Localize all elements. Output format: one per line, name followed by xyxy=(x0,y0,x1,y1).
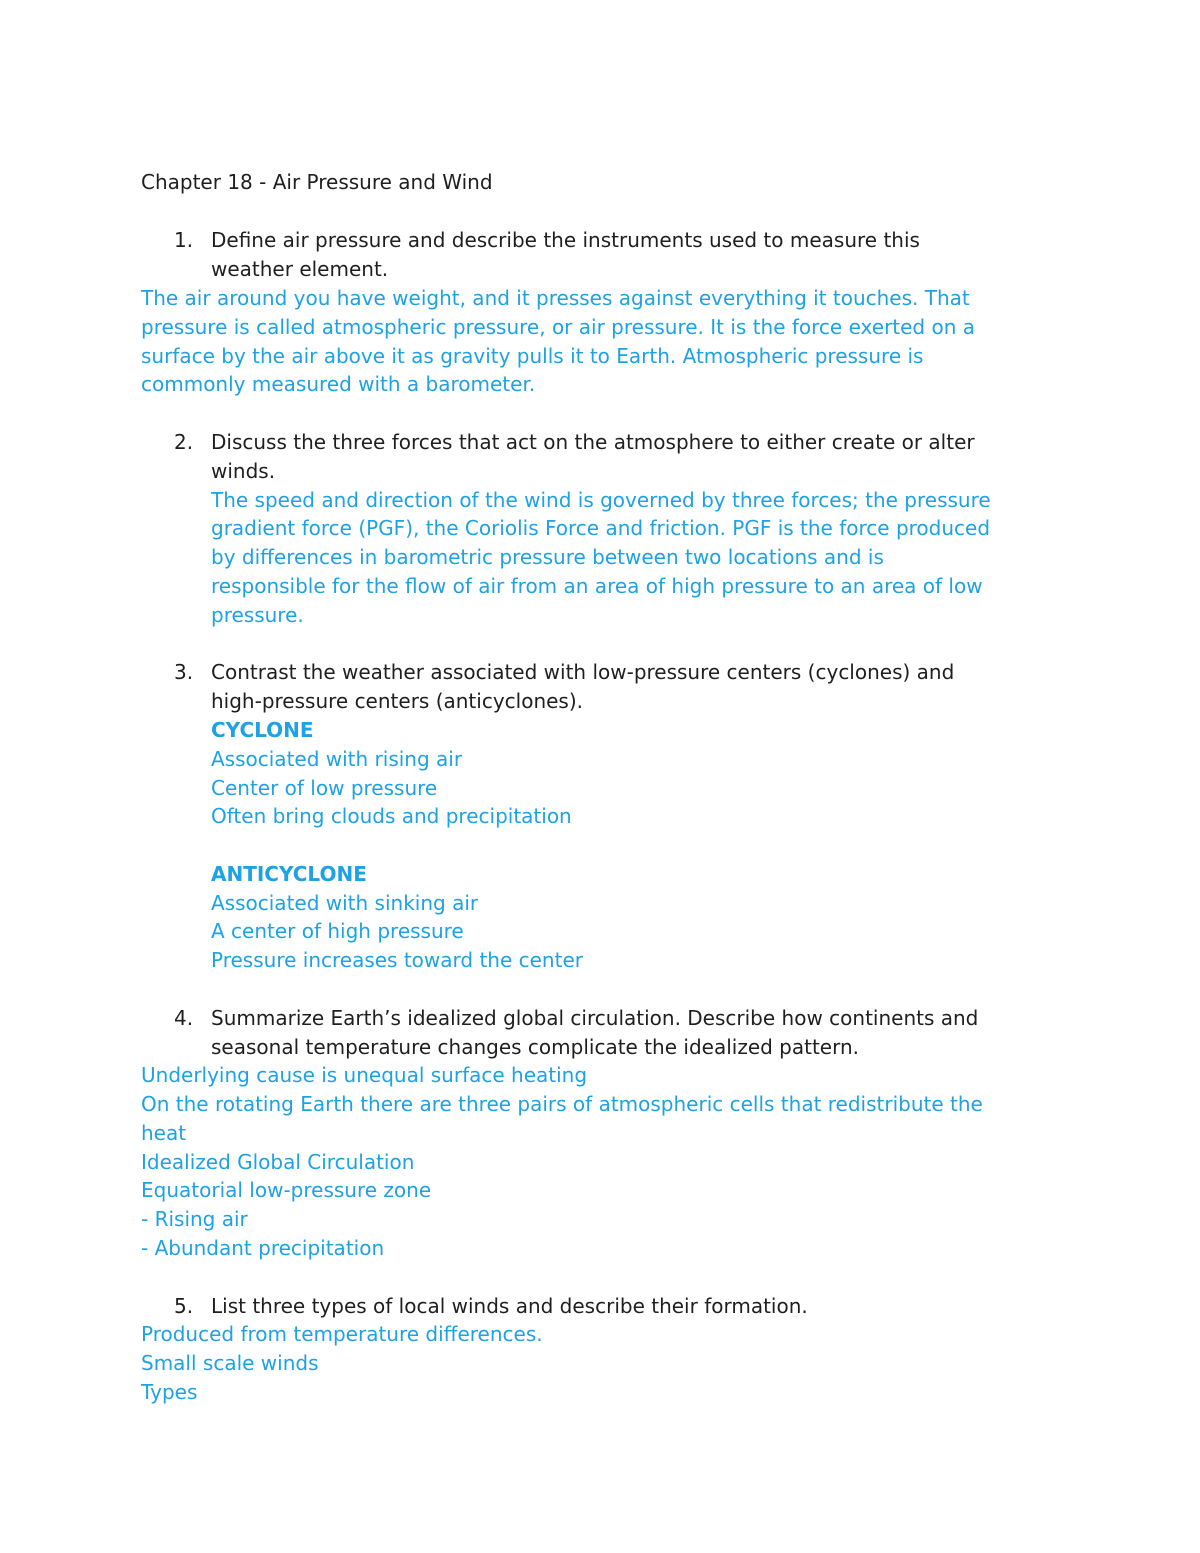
document-title: Chapter 18 - Air Pressure and Wind xyxy=(141,170,493,194)
answer-line: On the rotating Earth there are three pairs of atmospheric cells that redistribute the xyxy=(141,1092,983,1116)
question-text: weather element. xyxy=(211,257,389,281)
answer-line: Produced from temperature differences. xyxy=(141,1322,543,1346)
answer-line: heat xyxy=(141,1121,187,1145)
question-text: high-pressure centers (anticyclones). xyxy=(211,689,584,713)
question-number: 3. xyxy=(174,660,194,684)
question-number: 1. xyxy=(174,228,194,252)
question-text: List three types of local winds and describe their formation. xyxy=(211,1294,808,1318)
answer-line: Center of low pressure xyxy=(211,776,438,800)
answer-line: The speed and direction of the wind is governed by three forces; the pressure xyxy=(211,488,991,512)
question-text: Discuss the three forces that act on the atmosphere to either create or alter xyxy=(211,430,975,454)
question-text: Define air pressure and describe the instruments used to measure this xyxy=(211,228,920,252)
answer-line: responsible for the flow of air from an area of high pressure to an area of low xyxy=(211,574,983,598)
cyclone-heading: CYCLONE xyxy=(211,718,314,742)
answer-line: A center of high pressure xyxy=(211,919,464,943)
answer-line: gradient force (PGF), the Coriolis Force and friction. PGF is the force produced xyxy=(211,516,991,540)
question-number: 5. xyxy=(174,1294,194,1318)
answer-line: Pressure increases toward the center xyxy=(211,948,583,972)
answer-line: Equatorial low-pressure zone xyxy=(141,1178,432,1202)
answer-line: surface by the air above it as gravity pulls it to Earth. Atmospheric pressure is xyxy=(141,344,924,368)
answer-line: commonly measured with a barometer. xyxy=(141,372,536,396)
anticyclone-heading: ANTICYCLONE xyxy=(211,862,367,886)
answer-line: Idealized Global Circulation xyxy=(141,1150,415,1174)
question-number: 4. xyxy=(174,1006,194,1030)
answer-line: pressure. xyxy=(211,603,304,627)
answer-line: Associated with sinking air xyxy=(211,891,479,915)
answer-line: by differences in barometric pressure between two locations and is xyxy=(211,545,884,569)
answer-line: Associated with rising air xyxy=(211,747,463,771)
question-text: seasonal temperature changes complicate the idealized pattern. xyxy=(211,1035,860,1059)
answer-line: The air around you have weight, and it presses against everything it touches. That xyxy=(141,286,970,310)
answer-line: Often bring clouds and precipitation xyxy=(211,804,572,828)
answer-line: Underlying cause is unequal surface heating xyxy=(141,1063,588,1087)
question-text: Contrast the weather associated with low-pressure centers (cyclones) and xyxy=(211,660,955,684)
question-text: Summarize Earth’s idealized global circulation. Describe how continents and xyxy=(211,1006,979,1030)
answer-line: - Rising air xyxy=(141,1207,248,1231)
answer-line: Small scale winds xyxy=(141,1351,319,1375)
answer-line: Types xyxy=(141,1380,198,1404)
question-text: winds. xyxy=(211,459,276,483)
question-number: 2. xyxy=(174,430,194,454)
answer-line: pressure is called atmospheric pressure, or air pressure. It is the force exerted on a xyxy=(141,315,976,339)
answer-line: - Abundant precipitation xyxy=(141,1236,385,1260)
